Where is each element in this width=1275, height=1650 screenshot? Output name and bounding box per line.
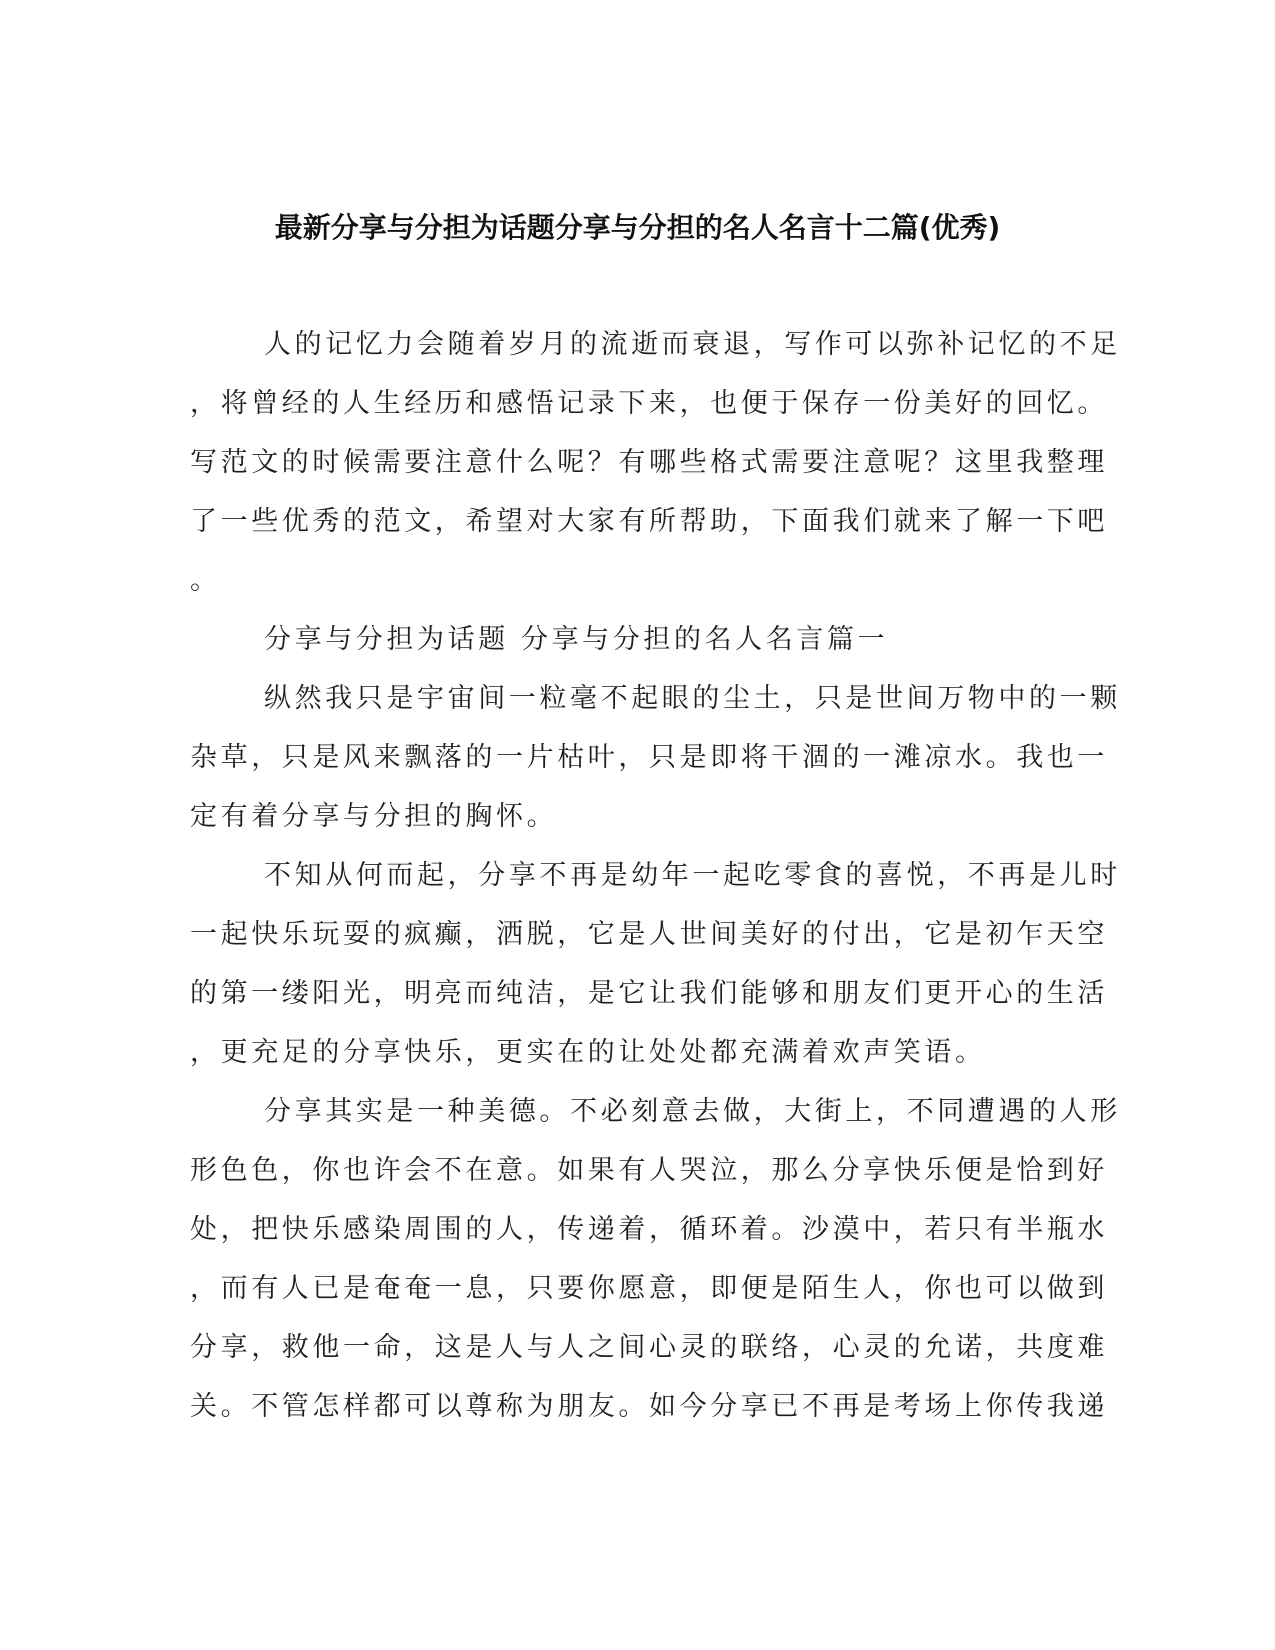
paragraph-line: 处，把快乐感染周围的人，传递着，循环着。沙漠中，若只有半瓶水	[190, 1214, 1108, 1245]
paragraph-line: ，而有人已是奄奄一息，只要你愿意，即便是陌生人，你也可以做到	[190, 1273, 1108, 1304]
paragraph-line: 写范文的时候需要注意什么呢？有哪些格式需要注意呢？这里我整理	[190, 447, 1108, 478]
section-heading: 分享与分担为话题 分享与分担的名人名言篇一	[264, 624, 889, 655]
paragraph-line: 一起快乐玩耍的疯癫，洒脱，它是人世间美好的付出，它是初乍天空	[190, 919, 1108, 950]
paragraph-line: 形色色，你也许会不在意。如果有人哭泣，那么分享快乐便是恰到好	[190, 1155, 1108, 1186]
paragraph-line: ，将曾经的人生经历和感悟记录下来，也便于保存一份美好的回忆。	[190, 388, 1108, 419]
paragraph-line: 定有着分享与分担的胸怀。	[190, 801, 558, 832]
paragraph-line: ，更充足的分享快乐，更实在的让处处都充满着欢声笑语。	[190, 1037, 986, 1068]
paragraph-line: 了一些优秀的范文，希望对大家有所帮助，下面我们就来了解一下吧	[190, 506, 1108, 537]
paragraph-line: 关。不管怎样都可以尊称为朋友。如今分享已不再是考场上你传我递	[190, 1391, 1108, 1422]
paragraph-line: 分享其实是一种美德。不必刻意去做，大街上，不同遭遇的人形	[264, 1096, 1121, 1127]
document-title: 最新分享与分担为话题分享与分担的名人名言十二篇(优秀)	[274, 211, 1001, 244]
paragraph-line: 分享，救他一命，这是人与人之间心灵的联络，心灵的允诺，共度难	[190, 1332, 1108, 1363]
paragraph-line: 。	[190, 565, 221, 596]
paragraph-line: 杂草，只是风来飘落的一片枯叶，只是即将干涸的一滩凉水。我也一	[190, 742, 1108, 773]
paragraph-line: 纵然我只是宇宙间一粒毫不起眼的尘土，只是世间万物中的一颗	[264, 683, 1121, 714]
paragraph-line: 人的记忆力会随着岁月的流逝而衰退，写作可以弥补记忆的不足	[264, 329, 1121, 360]
paragraph-line: 不知从何而起，分享不再是幼年一起吃零食的喜悦，不再是儿时	[264, 860, 1121, 891]
paragraph-line: 的第一缕阳光，明亮而纯洁，是它让我们能够和朋友们更开心的生活	[190, 978, 1108, 1009]
